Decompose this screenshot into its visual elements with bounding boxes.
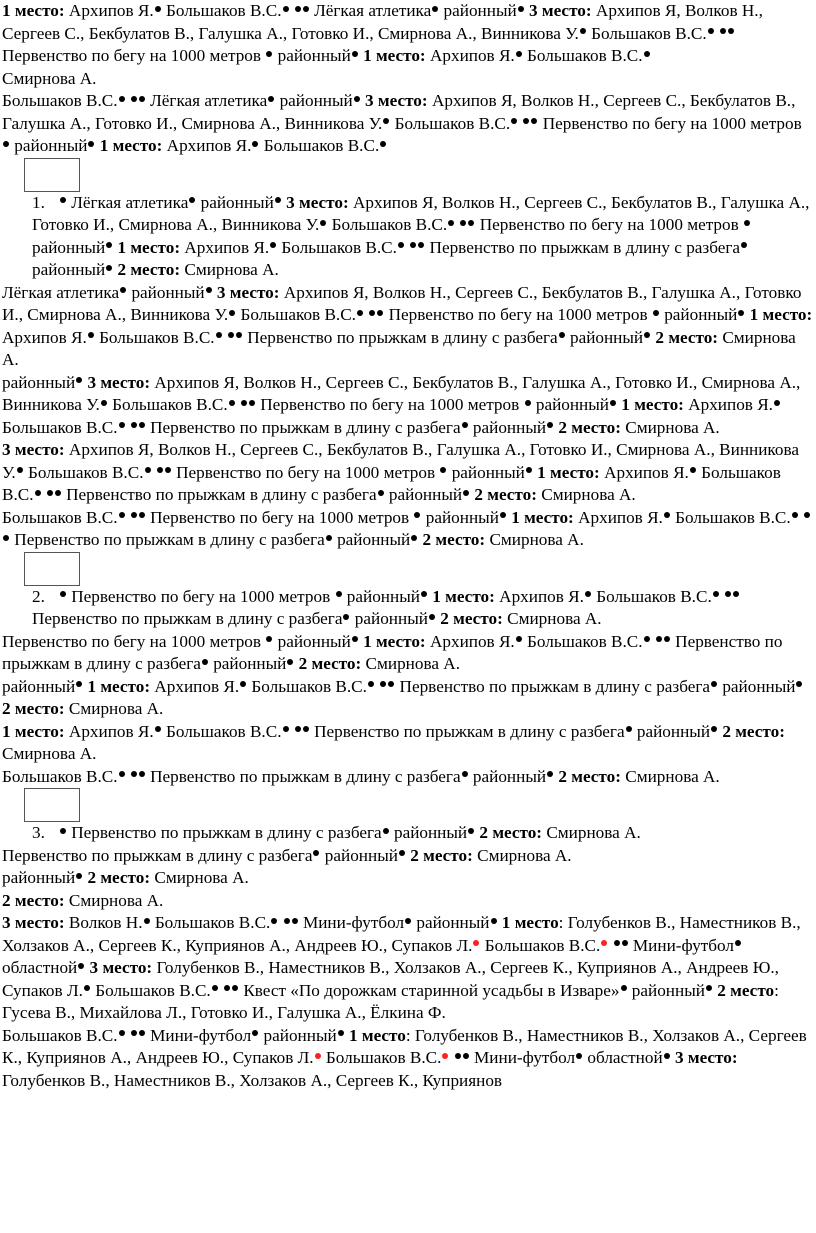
paragraph: Первенство по бегу на 1000 метров районный 1 место: Архипов Я. Большаков В.С. Первенство по прыжкам в длину с разбега районный 2 место: Смирнова А. xyxy=(2,631,783,673)
bullet-dot-icon xyxy=(313,850,319,856)
bullet-dot-icon xyxy=(106,242,112,248)
bullet-dot-icon xyxy=(119,96,125,102)
bullet-dot-icon xyxy=(155,6,161,12)
bullet-dot-icon xyxy=(708,28,714,34)
paragraph: районный 2 место: Смирнова А. xyxy=(2,868,249,887)
red-bullet-dot-icon xyxy=(473,940,479,946)
red-bullet-dot-icon xyxy=(315,1053,321,1059)
bullet-dot-icon xyxy=(644,51,650,57)
double-bullet-icon xyxy=(283,913,299,932)
empty-image-placeholder xyxy=(24,788,80,822)
bullet-dot-icon xyxy=(432,6,438,12)
bullet-dot-icon xyxy=(610,400,616,406)
double-bullet-icon xyxy=(409,238,425,257)
numbered-list-item: 2. Первенство по бегу на 1000 метров районный 1 место: Архипов Я. Большаков В.С. Первенство по прыжкам в длину с разбега районный 2 место: Смирнова А. xyxy=(2,586,814,631)
bullet-dot-icon xyxy=(380,141,386,147)
paragraph: Лёгкая атлетика районный 3 место: Архипов Я, Волков Н., Сергеев С., Бекбулатов В., Галушка А., Готовко И., Смирнова А., Винникова У. Большаков В.С. Первенство по бегу на 1000 метров районный 1 место: Архипов Я. Большаков В.С. Первенство по прыжкам в длину с разбега районный 2 место: Смирнова А. xyxy=(2,282,813,369)
red-bullet-dot-icon xyxy=(601,940,607,946)
bullet-dot-icon xyxy=(399,850,405,856)
bullet-dot-icon xyxy=(547,422,553,428)
bullet-dot-icon xyxy=(3,141,9,147)
bullet-dot-icon xyxy=(744,220,750,226)
paragraph: районный 1 место: Архипов Я. Большаков В.С. Первенство по прыжкам в длину с разбега районный 2 место: Смирнова А. xyxy=(2,676,814,721)
bullet-dot-icon xyxy=(60,828,66,834)
bullet-dot-icon xyxy=(462,771,468,777)
bullet-dot-icon xyxy=(580,28,586,34)
bullet-dot-icon xyxy=(559,332,565,338)
bullet-dot-icon xyxy=(405,918,411,924)
double-bullet-icon xyxy=(130,767,146,786)
double-bullet-icon xyxy=(459,215,475,234)
bullet-dot-icon xyxy=(120,287,126,293)
bullet-dot-icon xyxy=(229,310,235,316)
double-bullet-icon xyxy=(522,114,538,133)
bullet-dot-icon xyxy=(463,490,469,496)
bullet-dot-icon xyxy=(421,591,427,597)
double-bullet-icon xyxy=(454,1048,470,1067)
double-bullet-icon xyxy=(130,1026,146,1045)
bullet-dot-icon xyxy=(713,591,719,597)
double-bullet-icon xyxy=(46,485,62,504)
bullet-dot-icon xyxy=(212,985,218,991)
bullet-dot-icon xyxy=(352,636,358,642)
bullet-dot-icon xyxy=(189,197,195,203)
empty-image-placeholder xyxy=(24,158,80,192)
double-bullet-icon xyxy=(227,328,243,347)
bullet-dot-icon xyxy=(35,490,41,496)
bullet-dot-icon xyxy=(283,6,289,12)
bullet-dot-icon xyxy=(268,96,274,102)
numbered-list-item: 1. Лёгкая атлетика районный 3 место: Архипов Я, Волков Н., Сергеев С., Бекбулатов В., Галушка А., Готовко И., Смирнова А., Винникова У. Большаков В.С. Первенство по бегу на 1000 метров районный 1 место: Архипов Я. Большаков В.С. Первенство по прыжкам в длину с разбега районный 2 место: Смирнова А. xyxy=(32,192,810,279)
double-bullet-icon xyxy=(294,1,310,20)
bullet-dot-icon xyxy=(774,400,780,406)
bullet-dot-icon xyxy=(738,310,744,316)
double-bullet-icon xyxy=(655,632,671,651)
bullet-dot-icon xyxy=(664,1053,670,1059)
bullet-dot-icon xyxy=(275,197,281,203)
list-number: 1. xyxy=(32,192,45,212)
bullet-dot-icon xyxy=(88,141,94,147)
bullet-dot-icon xyxy=(326,535,332,541)
bullet-dot-icon xyxy=(796,681,802,687)
bullet-dot-icon xyxy=(206,287,212,293)
bullet-dot-icon xyxy=(491,918,497,924)
paragraph: Большаков В.С. Мини-футбол районный 1 место: Голубенков В., Наместников В., Холзаков А., Сергеев К., Куприянов А., Андреев Ю., Супаков Л. Большаков В.С. Мини-футбол областной 3 место: Голубенков В., Наместников В., Холзаков А., Сергеев К., Куприянов xyxy=(2,1025,807,1090)
double-bullet-icon xyxy=(223,981,239,1000)
bullet-dot-icon xyxy=(106,265,112,271)
bullet-dot-icon xyxy=(414,512,420,518)
bullet-dot-icon xyxy=(17,467,23,473)
paragraph: 1 место: Архипов Я. Большаков В.С. Лёгкая атлетика районный 3 место: Архипов Я, Волков Н., Сергеев С., Бекбулатов В., Галушка А., Готовко И., Смирнова А., Винникова У. Большаков В.С. Первенство по бегу на 1000 метров районный 1 место: Архипов Я. Большаков В.С. xyxy=(2,1,763,65)
bullet-dot-icon xyxy=(518,6,524,12)
red-bullet-dot-icon xyxy=(442,1053,448,1059)
double-bullet-icon xyxy=(240,395,256,414)
bullet-dot-icon xyxy=(271,918,277,924)
double-bullet-icon xyxy=(156,463,172,482)
bullet-dot-icon xyxy=(283,726,289,732)
double-bullet-icon xyxy=(368,305,384,324)
bullet-dot-icon xyxy=(621,985,627,991)
double-bullet-icon xyxy=(130,508,146,527)
empty-image-placeholder xyxy=(24,552,80,586)
bullet-dot-icon xyxy=(368,681,374,687)
bullet-dot-icon xyxy=(76,873,82,879)
bullet-dot-icon xyxy=(644,332,650,338)
bullet-dot-icon xyxy=(711,681,717,687)
bullet-dot-icon xyxy=(229,400,235,406)
bullet-dot-icon xyxy=(88,332,94,338)
bullet-dot-icon xyxy=(500,512,506,518)
bullet-dot-icon xyxy=(711,726,717,732)
paragraph: районный 3 место: Архипов Я, Волков Н., Сергеев С., Бекбулатов В., Галушка А., Готовко И., Смирнова А., Винникова У. Большаков В.С. Первенство по бегу на 1000 метров районный 1 место: Архипов Я. Большаков В.С. Первенство по прыжкам в длину с разбега районный 2 место: Смирнова А. xyxy=(2,372,801,437)
bullet-dot-icon xyxy=(266,636,272,642)
double-bullet-icon xyxy=(130,91,146,110)
paragraph: Смирнова А. xyxy=(2,68,97,88)
bullet-dot-icon xyxy=(526,467,532,473)
paragraph: Большаков В.С. Лёгкая атлетика районный 3 место: Архипов Я, Волков Н., Сергеев С., Бекбулатов В., Галушка А., Готовко И., Смирнова А., Винникова У. Большаков В.С. Первенство по бегу на 1000 метров районный 1 место: Архипов Я. Большаков В.С. xyxy=(2,91,802,155)
bullet-dot-icon xyxy=(626,726,632,732)
bullet-dot-icon xyxy=(792,512,798,518)
bullet-dot-icon xyxy=(383,828,389,834)
numbered-list-item: 3. Первенство по прыжкам в длину с разбега районный 2 место: Смирнова А. xyxy=(2,822,814,845)
bullet-dot-icon xyxy=(462,422,468,428)
paragraph: 2 место: Смирнова А. xyxy=(2,890,164,910)
bullet-dot-icon xyxy=(101,400,107,406)
double-bullet-icon xyxy=(613,936,629,955)
bullet-dot-icon xyxy=(547,771,553,777)
bullet-dot-icon xyxy=(338,1030,344,1036)
bullet-dot-icon xyxy=(78,963,84,969)
bullet-dot-icon xyxy=(343,614,349,620)
bullet-dot-icon xyxy=(653,310,659,316)
bullet-dot-icon xyxy=(336,591,342,597)
paragraph: Большаков В.С. Первенство по прыжкам в длину с разбега районный 2 место: Смирнова А. xyxy=(2,766,720,786)
bullet-dot-icon xyxy=(429,614,435,620)
paragraph: Большаков В.С. Первенство по бегу на 1000 метров районный 1 место: Архипов Я. Большаков В.С. Первенство по прыжкам в длину с разбега районный 2 место: Смирнова А. xyxy=(2,507,814,552)
double-bullet-icon xyxy=(379,677,395,696)
list-number: 2. xyxy=(32,586,45,606)
bullet-dot-icon xyxy=(252,1030,258,1036)
bullet-dot-icon xyxy=(690,467,696,473)
bullet-dot-icon xyxy=(60,197,66,203)
paragraph: 3 место: Волков Н. Большаков В.С. Мини-футбол районный 1 место: Голубенков В., Наместников В., Холзаков А., Сергеев К., Куприянов А., Андреев Ю., Супаков Л. Большаков В.С. Мини-футбол областной 3 место: Голубенков В., Наместников В., Холзаков А., Сергеев К., Куприянов А., Андреев Ю., Супаков Л. Большаков В.С. Квест «По дорожкам старинной усадьбы в Изваре» районный 2 место: Гусева В., Михайлова Л., Готовко И., Галушка А., Ёлкина Ф. xyxy=(2,913,801,1022)
bullet-dot-icon xyxy=(84,985,90,991)
bullet-dot-icon xyxy=(119,1030,125,1036)
bullet-dot-icon xyxy=(119,771,125,777)
bullet-dot-icon xyxy=(216,332,222,338)
bullet-dot-icon xyxy=(76,377,82,383)
bullet-dot-icon xyxy=(585,591,591,597)
double-bullet-icon xyxy=(724,587,740,606)
bullet-dot-icon xyxy=(468,828,474,834)
bullet-dot-icon xyxy=(644,636,650,642)
bullet-dot-icon xyxy=(735,940,741,946)
bullet-dot-icon xyxy=(448,220,454,226)
bullet-dot-icon xyxy=(706,985,712,991)
bullet-dot-icon xyxy=(411,535,417,541)
bullet-dot-icon xyxy=(320,220,326,226)
bullet-dot-icon xyxy=(119,422,125,428)
bullet-dot-icon xyxy=(240,681,246,687)
bullet-dot-icon xyxy=(76,681,82,687)
bullet-dot-icon xyxy=(352,51,358,57)
bullet-dot-icon xyxy=(357,310,363,316)
bullet-dot-icon xyxy=(525,400,531,406)
bullet-dot-icon xyxy=(440,467,446,473)
bullet-dot-icon xyxy=(144,918,150,924)
bullet-dot-icon xyxy=(155,726,161,732)
bullet-dot-icon xyxy=(60,591,66,597)
bullet-dot-icon xyxy=(270,242,276,248)
paragraph: 3 место: Архипов Я, Волков Н., Сергеев С., Бекбулатов В., Галушка А., Готовко И., Смирнова А., Винникова У. Большаков В.С. Первенство по бегу на 1000 метров районный 1 место: Архипов Я. Большаков В.С. Первенство по прыжкам в длину с разбега районный 2 место: Смирнова А. xyxy=(2,440,800,504)
bullet-dot-icon xyxy=(741,242,747,248)
bullet-dot-icon xyxy=(252,141,258,147)
bullet-dot-icon xyxy=(398,242,404,248)
double-bullet-icon xyxy=(719,24,735,43)
bullet-dot-icon xyxy=(516,636,522,642)
bullet-dot-icon xyxy=(516,51,522,57)
bullet-dot-icon xyxy=(576,1053,582,1059)
bullet-dot-icon xyxy=(266,51,272,57)
paragraph: Первенство по прыжкам в длину с разбега районный 2 место: Смирнова А. xyxy=(2,845,572,865)
bullet-dot-icon xyxy=(511,118,517,124)
double-bullet-icon xyxy=(130,418,146,437)
bullet-dot-icon xyxy=(287,659,293,665)
list-number: 3. xyxy=(32,823,45,842)
bullet-dot-icon xyxy=(145,467,151,473)
bullet-dot-icon xyxy=(383,118,389,124)
paragraph: 1 место: Архипов Я. Большаков В.С. Первенство по прыжкам в длину с разбега районный 2 место: Смирнова А. xyxy=(2,721,785,763)
bullet-dot-icon xyxy=(378,490,384,496)
bullet-dot-icon xyxy=(354,96,360,102)
bullet-dot-icon xyxy=(119,512,125,518)
double-bullet-icon xyxy=(294,722,310,741)
bullet-dot-icon xyxy=(664,512,670,518)
bullet-dot-icon xyxy=(202,659,208,665)
